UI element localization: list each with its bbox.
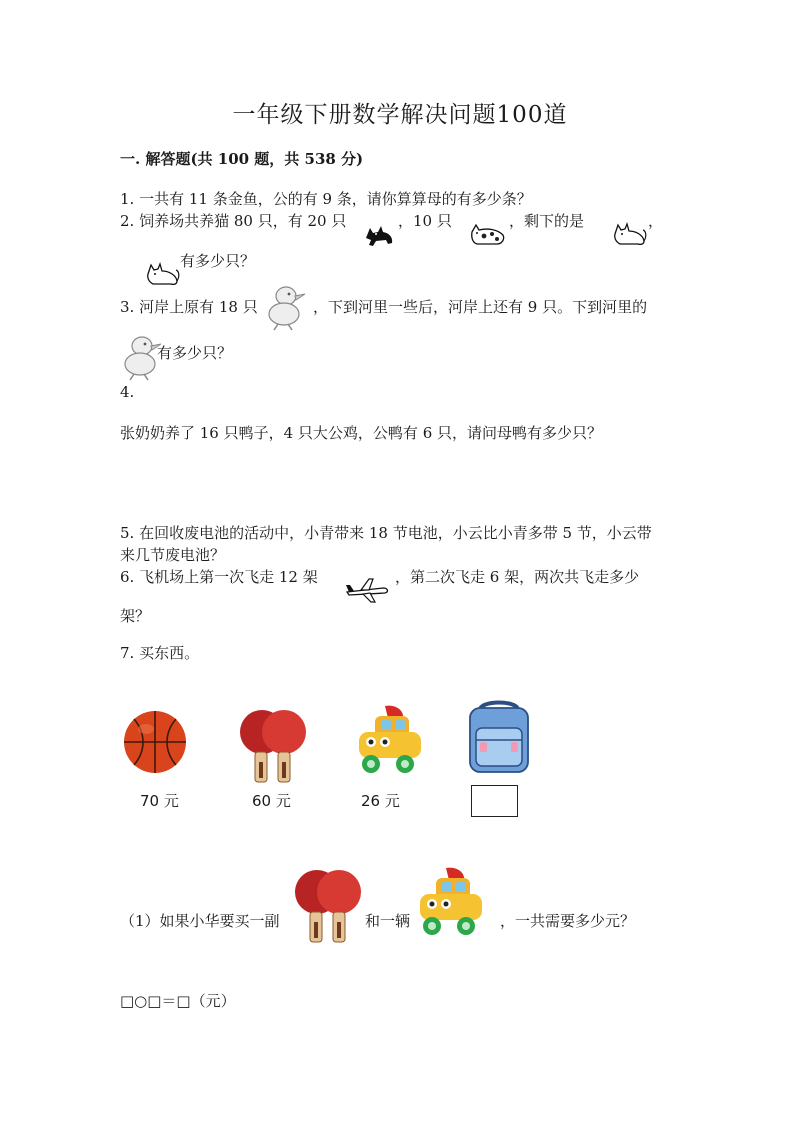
answer-formula: □○□＝□（元） [120,992,236,1010]
duck-icon [262,282,312,332]
white-cat-icon [145,262,181,288]
question-7-sub-1-start: （1）如果小华要买一副 [120,912,280,930]
section-heading: 一. 解答题(共 100 题，共 538 分) [120,150,364,168]
page-title: 一年级下册数学解决问题100道 [232,102,568,128]
airplane-icon [343,576,391,604]
ping-pong-paddles-icon [293,866,363,946]
question-5-line-1: 5. 在回收废电池的活动中，小青带来 18 节电池，小云比小青多带 5 节，小云带 [120,524,652,542]
backpack-icon [466,696,532,774]
question-7-title: 7. 买东西。 [120,644,200,662]
question-7-sub-1-mid: 和一辆 [365,912,411,930]
basketball-icon [122,709,188,775]
white-cat-icon [612,222,648,248]
ping-pong-paddles-icon [238,706,308,786]
question-2-comma: ， [648,212,664,230]
basketball-price: 70 元 [140,792,179,810]
question-5-line-2: 来几节废电池？ [120,546,226,564]
backpack-price-box [471,785,518,817]
question-1: 1. 一共有 11 条金鱼，公的有 9 条，请你算算母的有多少条？ [120,190,532,208]
question-6-end: 架？ [120,607,151,625]
paddles-price: 60 元 [252,792,291,810]
question-3-mid: ，下到河里一些后，河岸上还有 9 只。下到河里的 [313,298,648,316]
question-7-sub-1-end: ，一共需要多少元？ [500,912,636,930]
question-3-end: 有多少只？ [157,344,233,362]
toy-car-icon [416,864,486,940]
toy-car-icon [355,702,425,778]
question-4-number: 4. [120,383,135,401]
spotted-cat-icon [469,222,507,248]
question-2-mid: ，10 只 [398,212,452,230]
question-2-end: 有多少只？ [180,252,256,270]
toy-car-price: 26 元 [361,792,400,810]
question-3-start: 3. 河岸上原有 18 只 [120,298,258,316]
black-cat-icon [362,222,396,248]
question-6-mid: ，第二次飞走 6 架，两次共飞走多少 [395,568,640,586]
question-2-remaining: ，剩下的是 [509,212,585,230]
question-6-start: 6. 飞机场上第一次飞走 12 架 [120,568,318,586]
question-2-start: 2. 饲养场共养猫 80 只，有 20 只 [120,212,347,230]
question-4-text: 张奶奶养了 16 只鸭子，4 只大公鸡，公鸭有 6 只，请问母鸭有多少只？ [120,424,603,442]
